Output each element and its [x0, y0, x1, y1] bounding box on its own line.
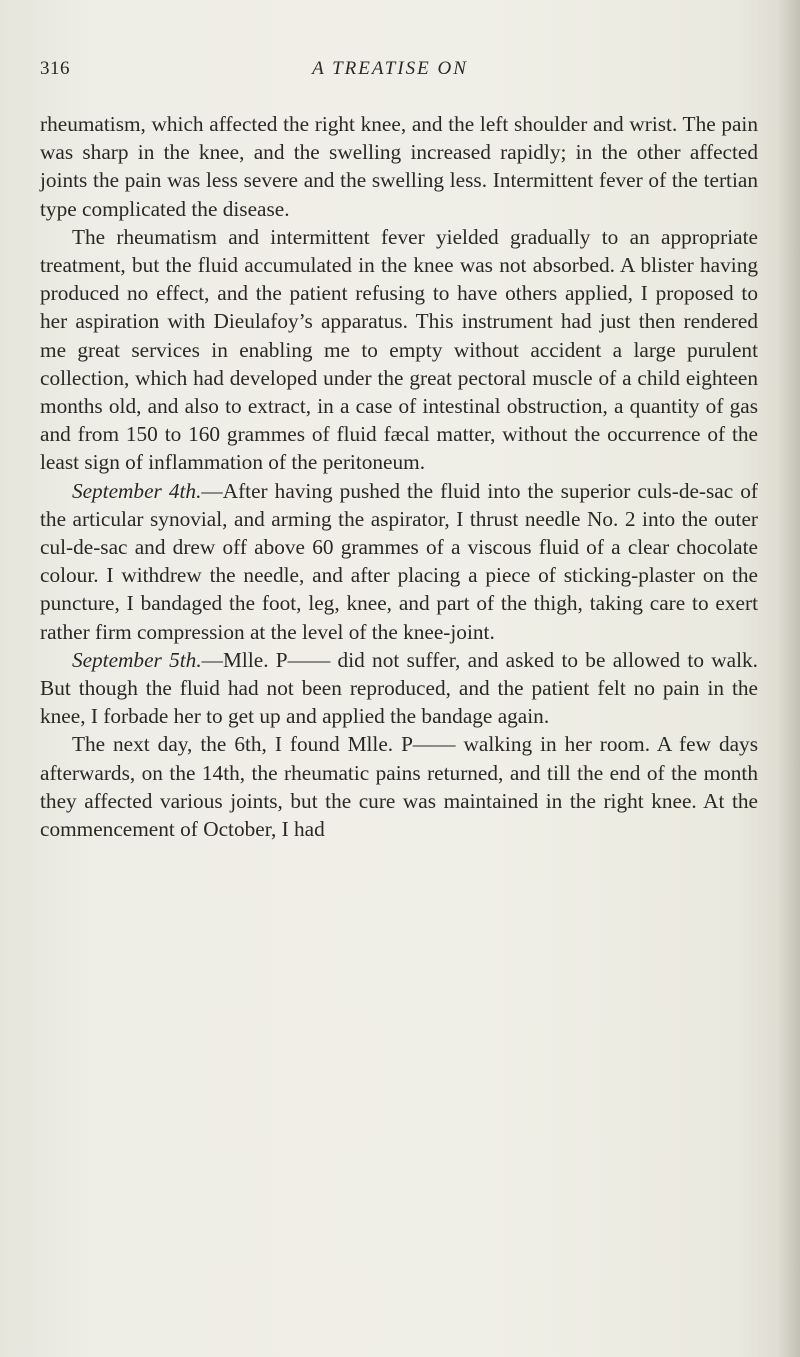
page-edge-shadow [778, 0, 800, 1357]
paragraph-2-text: The rheumatism and intermittent fever yielded gradually to an appropriate treatment, but the fluid accumulated in the knee was not absorbed. A blister having produced no effect, and the patient refusing to have others applied, I proposed to her aspiration with Dieulafoy’s apparatus. This instrument had just then rendered me great services in enabling me to empty without accident a large purulent collection, which had developed under the great pectoral muscle of a child eighteen months old, and also to extract, in a case of intestinal obstruction, a quantity of gas and from 150 to 160 grammes of fluid fæcal matter, without the occurrence of the least sign of inflammation of the peritoneum. [40, 224, 758, 475]
body-text [40, 110, 758, 843]
paragraph-sept-5 [40, 646, 758, 731]
page-number: 316 [40, 58, 70, 79]
entry-date: September 4th. [71, 478, 202, 503]
paragraph-5 [40, 730, 758, 843]
paragraph-sept-4-text: —After having pushed the fluid into the superior culs-de-sac of the articular synovial, and arming the aspirator, I thrust needle No. 2 into the outer cul-de-sac and drew off above 60 grammes of a viscous fluid of a clear chocolate colour. I withdrew the needle, and after placing a piece of sticking-plaster on the puncture, I bandaged the foot, leg, knee, and part of the thigh, taking care to exert rather firm compression at the level of the knee-joint. [40, 478, 758, 644]
paragraph-1-text: rheumatism, which affected the right knee, and the left shoulder and wrist. The pain was sharp in the knee, and the swelling increased rapidly; in the other affected joints the pain was less severe and the swelling less. Intermittent fever of the tertian type complicated the disease. [40, 112, 758, 221]
paragraph-1 [40, 110, 758, 223]
paragraph-2 [40, 223, 758, 477]
page-header [40, 58, 740, 88]
paragraph-5-text: The next day, the 6th, I found Mlle. P—— walking in her room. A few days afterwards, on the 14th, the rheumatic pains returned, and till the end of the month they affected various joints, but the cure was maintained in the right knee. At the commencement of October, I had [40, 732, 758, 842]
paragraph-sept-4 [40, 477, 758, 646]
paragraph-sept-5-text: —Mlle. P—— did not suffer, and asked to be allowed to walk. But though the fluid had not been reproduced, and the patient felt no pain in the knee, I forbade her to get up and applied the bandage again. [40, 647, 758, 729]
entry-date: September 5th. [71, 647, 202, 672]
running-head: A TREATISE ON [312, 58, 468, 79]
